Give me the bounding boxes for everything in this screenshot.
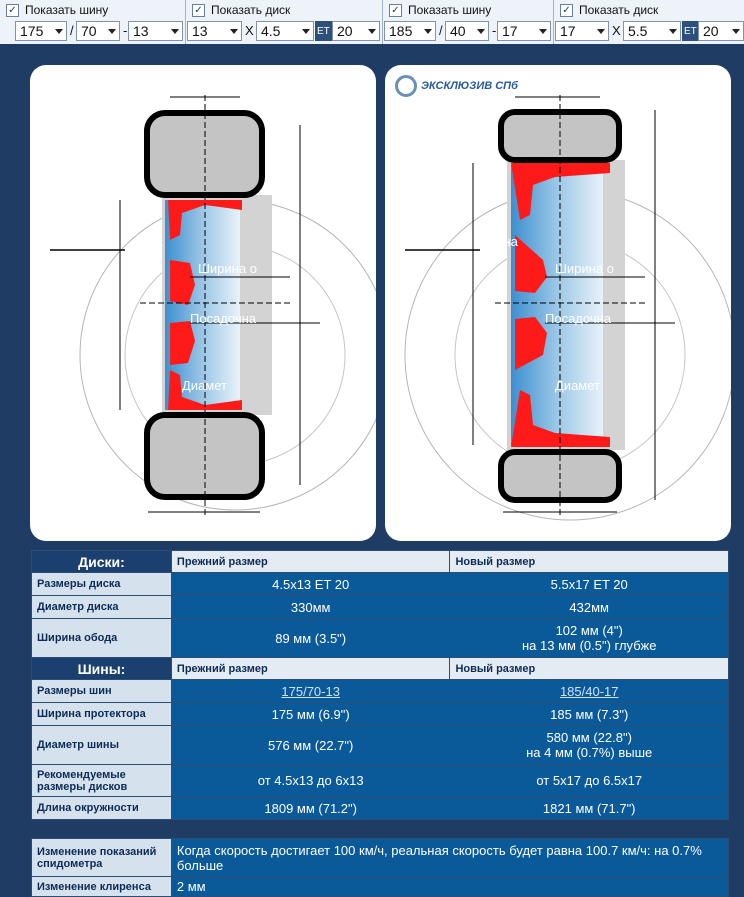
new-size-header: Новый размер xyxy=(450,551,729,573)
summary-table xyxy=(31,838,729,897)
table-row: Рекомендуемые размеры дисков от 4.5x13 до 6x13 от 5x17 до 6.5x17 xyxy=(32,765,729,797)
old-tire-diameter-select[interactable]: 13 xyxy=(128,21,183,41)
table-row: Размеры шин 175/70-13 185/40-17 xyxy=(32,680,729,703)
dropdown-arrow-icon xyxy=(171,29,179,34)
dropdown-arrow-icon xyxy=(368,29,376,34)
old-disk-width-select[interactable]: 4.5 xyxy=(256,21,314,41)
new-size-header: Новый размер xyxy=(450,658,729,680)
old-disk-group xyxy=(186,0,383,44)
show-old-tire-checkbox[interactable]: ✓ Показать шину xyxy=(6,2,108,18)
disks-header-row xyxy=(32,551,729,573)
old-et-select[interactable]: 20 xyxy=(332,21,380,41)
new-tire-diameter-select[interactable]: 17 xyxy=(497,21,551,41)
old-wheel-cross-section xyxy=(30,65,376,541)
old-tire-size-link[interactable]: 175/70-13 xyxy=(281,683,340,699)
checkbox-checked-icon: ✓ xyxy=(389,4,402,17)
dropdown-arrow-icon xyxy=(424,29,432,34)
dropdown-arrow-icon xyxy=(539,29,547,34)
old-size-header: Прежний размер xyxy=(171,551,450,573)
et-label: ET xyxy=(315,21,332,41)
show-old-disk-checkbox[interactable]: ✓ Показать диск xyxy=(192,2,290,18)
old-tire-width-select[interactable]: 175 xyxy=(15,21,67,41)
table-row: Ширина обода 89 мм (3.5") 102 мм (4") на 13 мм (0.5") глубже xyxy=(32,619,729,658)
checkbox-checked-icon: ✓ xyxy=(6,4,19,17)
label-rim-diameter: Диамет xyxy=(555,378,600,393)
label-rim-diameter: Диамет xyxy=(182,378,227,393)
new-wheel-diagram-panel xyxy=(385,65,731,541)
label-crown: рона xyxy=(134,234,163,249)
old-wheel-diagram-panel xyxy=(30,65,376,541)
new-disk-group xyxy=(554,0,744,44)
separator: X xyxy=(245,23,254,38)
separator: / xyxy=(70,23,74,38)
separator: / xyxy=(439,23,443,38)
table-row: Диаметр шины 576 мм (22.7") 580 мм (22.8") на 4 мм (0.7%) выше xyxy=(32,726,729,765)
tires-section-title: Шины: xyxy=(32,658,172,680)
show-new-disk-checkbox[interactable]: ✓ Показать диск xyxy=(560,2,658,18)
dropdown-arrow-icon xyxy=(55,29,63,34)
label-seat-diameter: Посадочна xyxy=(545,311,612,326)
new-tire-size-link[interactable]: 185/40-17 xyxy=(559,683,619,699)
dropdown-arrow-icon xyxy=(669,29,677,34)
table-row: Диаметр диска 330мм 432мм xyxy=(32,596,729,619)
separator: X xyxy=(612,23,621,38)
disks-section-title: Диски: xyxy=(32,551,172,573)
old-size-header: Прежний размер xyxy=(171,658,450,680)
old-disk-diameter-select[interactable]: 13 xyxy=(187,21,242,41)
new-et-select[interactable]: 20 xyxy=(698,21,744,41)
new-tire-group xyxy=(383,0,554,44)
new-disk-width-select[interactable]: 5.5 xyxy=(623,21,681,41)
tires-header-row xyxy=(32,658,729,680)
table-row: Изменение клиренса 2 мм xyxy=(32,877,729,897)
dropdown-arrow-icon xyxy=(477,29,485,34)
table-row: Размеры диска 4.5x13 ET 20 5.5x17 ET 20 xyxy=(32,573,729,596)
checkbox-checked-icon: ✓ xyxy=(192,4,205,17)
label-rim-width: Ширина о xyxy=(555,261,614,276)
old-tire-group xyxy=(0,0,186,44)
new-wheel-cross-section xyxy=(385,65,731,541)
table-row: Изменение показаний спидометра Когда скорость достигает 100 км/ч, реальная скорость будет равна 100.7 км/ч: на 0.7% больше xyxy=(32,839,729,877)
toolbar xyxy=(0,0,744,44)
dropdown-arrow-icon xyxy=(302,29,310,34)
table-row: Длина окружности 1809 мм (71.2") 1821 мм (71.7") xyxy=(32,797,729,820)
new-tire-width-select[interactable]: 185 xyxy=(384,21,436,41)
dropdown-arrow-icon xyxy=(597,29,605,34)
dropdown-arrow-icon xyxy=(732,29,740,34)
et-label: ET xyxy=(682,21,699,41)
label-seat-diameter: Посадочна xyxy=(190,311,257,326)
new-disk-diameter-select[interactable]: 17 xyxy=(555,21,609,41)
company-logo: ЭКСКЛЮЗИВ СПб xyxy=(395,75,518,97)
label-rim-width: Ширина о xyxy=(198,261,257,276)
dropdown-arrow-icon xyxy=(108,29,116,34)
old-tire-profile-select[interactable]: 70 xyxy=(76,21,120,41)
separator: - xyxy=(123,23,128,38)
show-new-tire-checkbox[interactable]: ✓ Показать шину xyxy=(389,2,491,18)
table-row: Ширина протектора 175 мм (6.9") 185 мм (7.3") xyxy=(32,703,729,726)
dropdown-arrow-icon xyxy=(230,29,238,34)
new-tire-profile-select[interactable]: 40 xyxy=(445,21,489,41)
comparison-table xyxy=(31,550,729,820)
label-crown: рона xyxy=(489,234,518,249)
checkbox-checked-icon: ✓ xyxy=(560,4,573,17)
separator: - xyxy=(492,23,497,38)
